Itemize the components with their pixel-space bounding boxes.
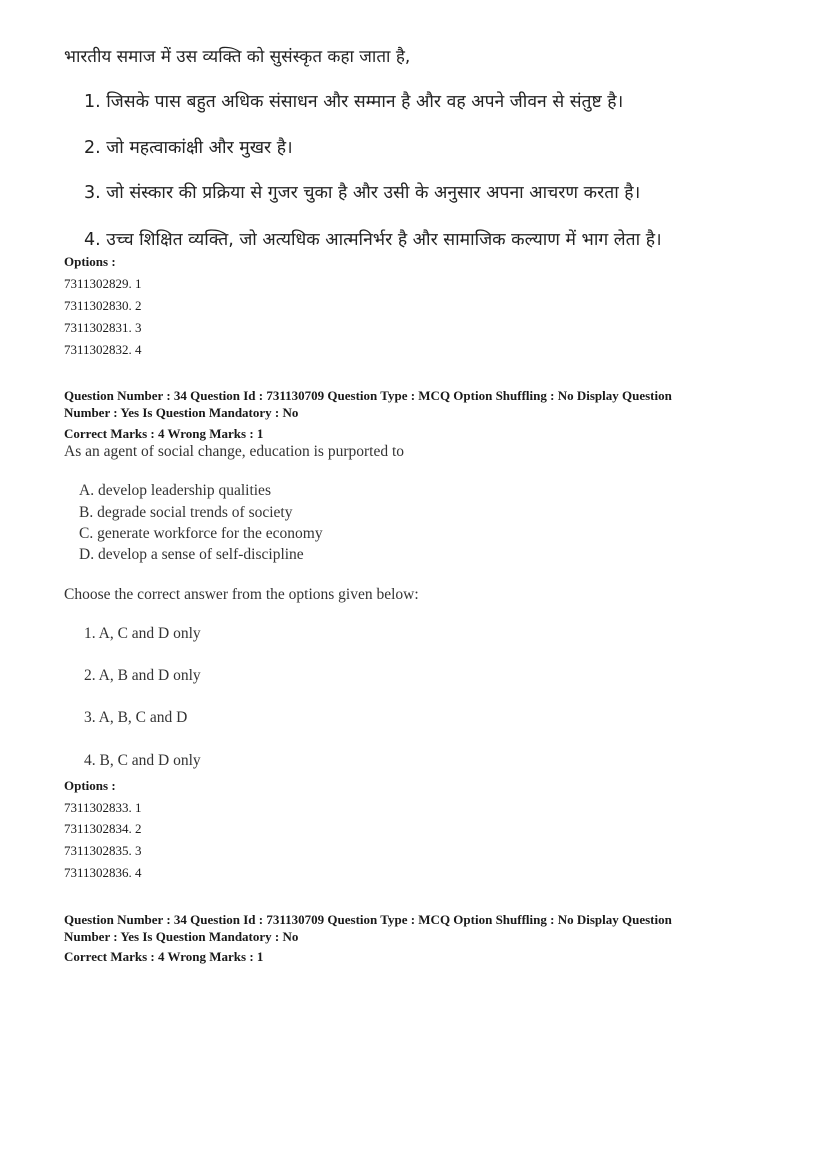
question-33-option-id-2: 7311302830. 2 bbox=[64, 298, 142, 313]
question-34-marks: Correct Marks : 4 Wrong Marks : 1 bbox=[64, 426, 264, 441]
question-34-answer-1: 1. A, C and D only bbox=[84, 625, 201, 642]
question-34-answer-4: 4. B, C and D only bbox=[84, 752, 201, 769]
question-34-hindi-header-line-2: Number : Yes Is Question Mandatory : No bbox=[64, 929, 299, 944]
question-34-hindi-marks: Correct Marks : 4 Wrong Marks : 1 bbox=[64, 949, 264, 964]
question-34-options-label: Options : bbox=[64, 778, 116, 793]
question-34-hindi-header-line-1: Question Number : 34 Question Id : 731130709 Question Type : MCQ Option Shuffling : No Display Question bbox=[64, 912, 672, 927]
question-34-option-id-1: 7311302833. 1 bbox=[64, 800, 142, 815]
question-34-statement-a: A. develop leadership qualities bbox=[79, 482, 271, 499]
question-34-statement-c: C. generate workforce for the economy bbox=[79, 525, 323, 542]
question-34-stem: As an agent of social change, education is purported to bbox=[64, 443, 405, 460]
question-33-option-id-3: 7311302831. 3 bbox=[64, 320, 142, 335]
question-33-choice-2: 2. जो महत्वाकांक्षी और मुखर है। bbox=[84, 138, 293, 158]
question-34-option-id-3: 7311302835. 3 bbox=[64, 843, 142, 858]
question-34-answer-3: 3. A, B, C and D bbox=[84, 709, 188, 726]
question-33-stem: भारतीय समाज में उस व्यक्ति को सुसंस्कृत कहा जाता है, bbox=[64, 47, 411, 67]
question-33-option-id-4: 7311302832. 4 bbox=[64, 342, 142, 357]
question-33-choice-3: 3. जो संस्कार की प्रक्रिया से गुजर चुका है और उसी के अनुसार अपना आचरण करता है। bbox=[84, 183, 641, 203]
question-34-hindi-header bbox=[64, 911, 764, 945]
question-34-statement-b: B. degrade social trends of society bbox=[79, 504, 293, 521]
question-34-header-line-1: Question Number : 34 Question Id : 731130709 Question Type : MCQ Option Shuffling : No Display Question bbox=[64, 388, 672, 403]
question-34-option-id-4: 7311302836. 4 bbox=[64, 865, 142, 880]
question-34-option-id-2: 7311302834. 2 bbox=[64, 821, 142, 836]
question-34-header bbox=[64, 387, 764, 421]
question-34-answer-2: 2. A, B and D only bbox=[84, 667, 201, 684]
question-33-options-label: Options : bbox=[64, 254, 116, 269]
question-33-choice-4: 4. उच्च शिक्षित व्यक्ति, जो अत्यधिक आत्मनिर्भर है और सामाजिक कल्याण में भाग लेता है। bbox=[84, 230, 662, 250]
question-33-choice-1: 1. जिसके पास बहुत अधिक संसाधन और सम्मान है और वह अपने जीवन से संतुष्ट है। bbox=[84, 92, 624, 112]
question-34-header-line-2: Number : Yes Is Question Mandatory : No bbox=[64, 405, 299, 420]
question-34-statement-d: D. develop a sense of self-discipline bbox=[79, 546, 304, 563]
question-34-instruction: Choose the correct answer from the options given below: bbox=[64, 586, 419, 603]
question-33-option-id-1: 7311302829. 1 bbox=[64, 276, 142, 291]
